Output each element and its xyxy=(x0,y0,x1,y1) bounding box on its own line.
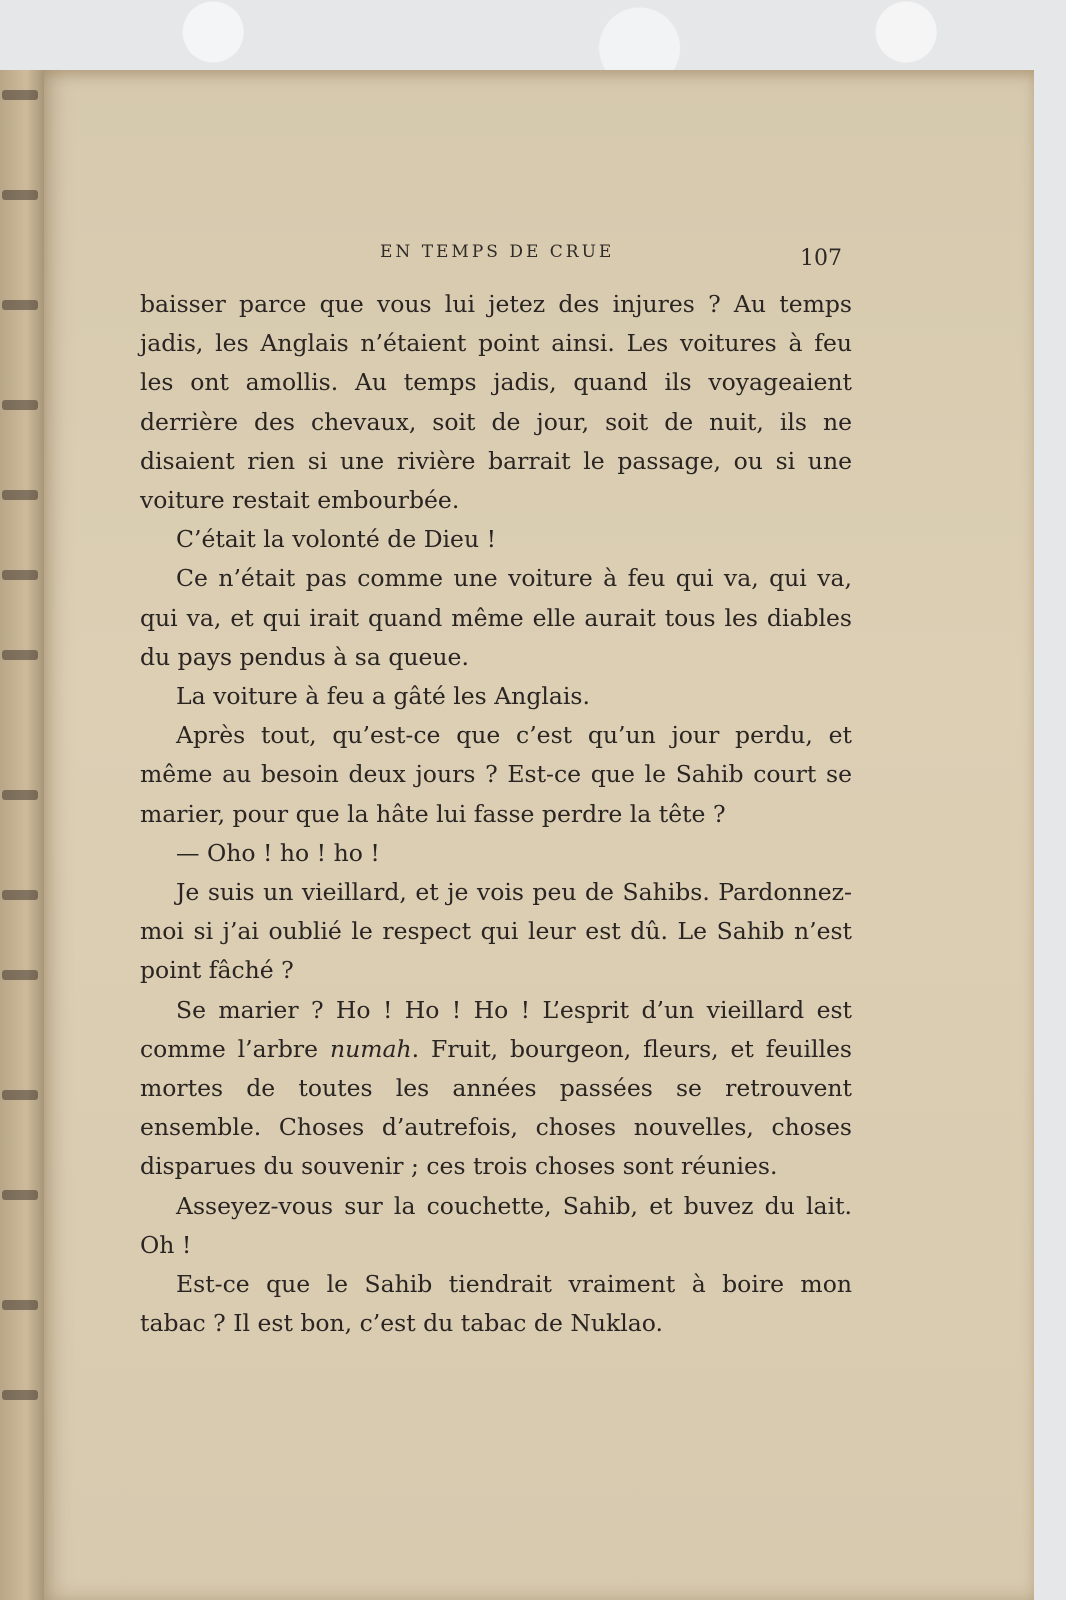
facing-page-text-fragment xyxy=(2,790,38,800)
facing-page-text-fragment xyxy=(2,650,38,660)
paragraph: La voiture à feu a gâté les Anglais. xyxy=(176,682,590,711)
facing-page-text-fragment xyxy=(2,890,38,900)
facing-page-text-fragment xyxy=(2,490,38,500)
body-text xyxy=(140,285,852,1343)
italic-term: numah xyxy=(329,1034,412,1063)
paragraph: Je suis un vieillard, et je vois peu de Sahibs. Pardonnez-moi si j’ai oublié le respect qui leur est dû. Le Sahib n’est point fâché ? xyxy=(140,878,852,985)
paragraph: Ce n’était pas comme une voiture à feu qui va, qui va, qui va, et qui irait quand même elle aurait tous les diables du pays pendus à sa queue. xyxy=(140,564,852,671)
page-number: 107 xyxy=(800,246,842,271)
paragraph: Après tout, qu’est-ce que c’est qu’un jour perdu, et même au besoin deux jours ? Est-ce que le Sahib court se marier, pour que la hâte lui fasse perdre la tête ? xyxy=(140,721,852,828)
paragraph: C’était la volonté de Dieu ! xyxy=(176,525,497,554)
facing-page-text-fragment xyxy=(2,1090,38,1100)
paragraph-text: Se marier ? Ho ! Ho ! Ho ! L’esprit d’un vieillard est comme l’arbre xyxy=(140,995,852,1063)
running-head: EN TEMPS DE CRUE xyxy=(380,242,615,262)
facing-page-text-fragment xyxy=(2,1390,38,1400)
paragraph-text: . Fruit, bourgeon, fleurs, et feuilles mortes de toutes les années passées se retrouvent ensemble. Choses d’autrefois, choses nouvelles, choses disparues du souvenir ; ces trois choses sont réunies. xyxy=(140,1034,852,1181)
facing-page-text-fragment xyxy=(2,190,38,200)
facing-page-text-fragment xyxy=(2,1300,38,1310)
facing-page-text-fragment xyxy=(2,970,38,980)
paragraph: Est-ce que le Sahib tiendrait vraiment à boire mon tabac ? Il est bon, c’est du tabac de Nuklao. xyxy=(140,1270,852,1338)
facing-page-edge xyxy=(0,70,44,1600)
facing-page-text-fragment xyxy=(2,400,38,410)
facing-page-text-fragment xyxy=(2,1190,38,1200)
paragraph: baisser parce que vous lui jetez des injures ? Au temps jadis, les Anglais n’étaient point ainsi. Les voitures à feu les ont amollis. Au temps jadis, quand ils voyageaient derrière des chevaux, soit de jour, soit de nuit, ils ne disaient rien si une rivière barrait le passage, ou si une voiture restait embourbée. xyxy=(140,290,852,515)
paragraph: — Oho ! ho ! ho ! xyxy=(176,838,380,867)
paragraph: Asseyez-vous sur la couchette, Sahib, et buvez du lait. Oh ! xyxy=(140,1191,852,1259)
paragraph xyxy=(140,991,852,1187)
facing-page-text-fragment xyxy=(2,300,38,310)
facing-page-text-fragment xyxy=(2,570,38,580)
facing-page-text-fragment xyxy=(2,90,38,100)
